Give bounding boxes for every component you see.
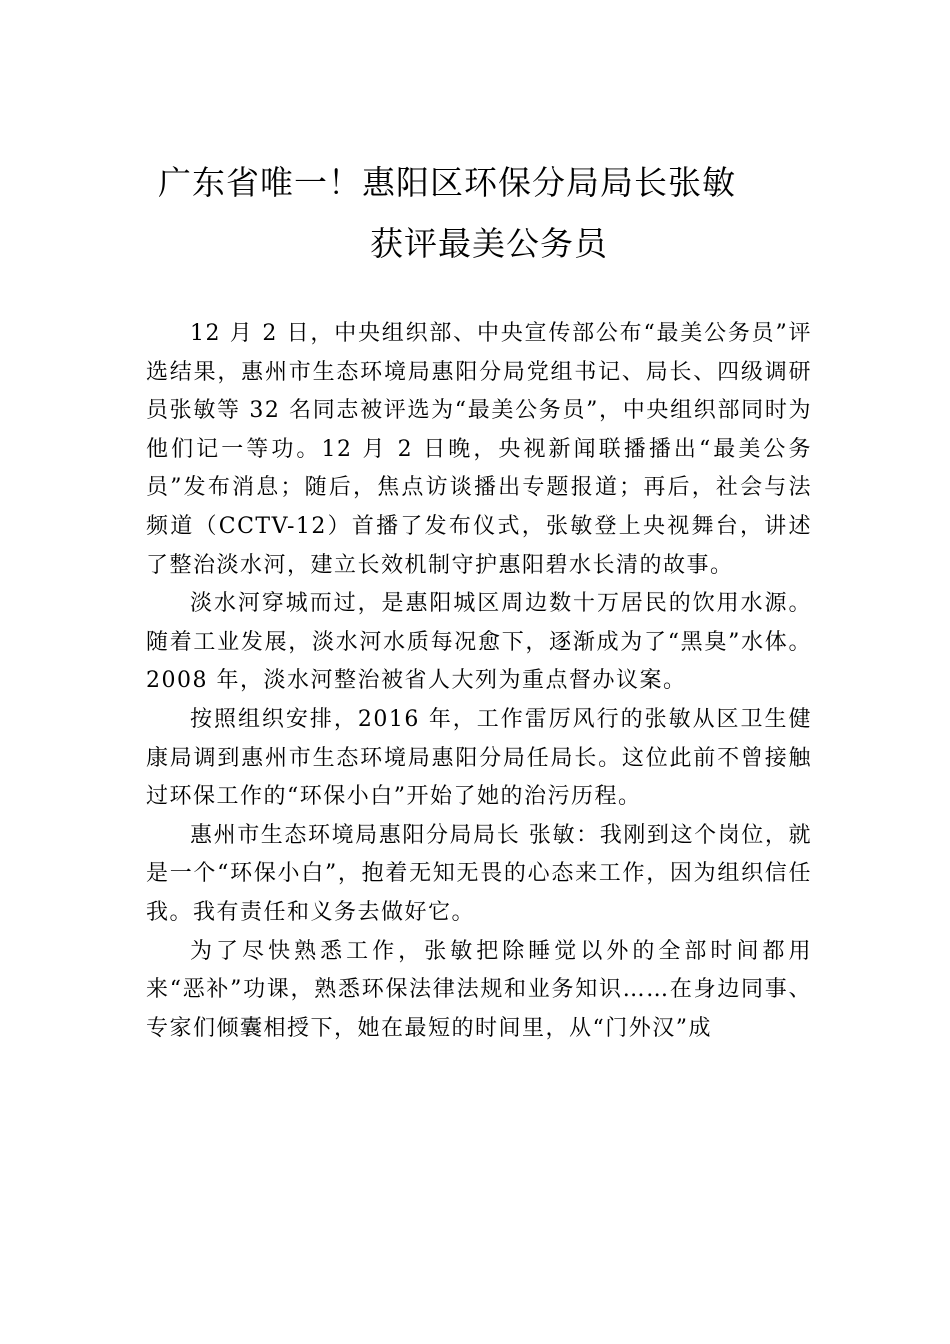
paragraph-5: 为了尽快熟悉工作，张敏把除睡觉以外的全部时间都用来“恶补”功课，熟悉环保法律法规和业务知识……在身边同事、专家们倾囊相授下，她在最短的时间里，从“门外汉”成 — [146, 938, 812, 1041]
paragraph-3: 按照组织安排，2016 年，工作雷厉风行的张敏从区卫生健康局调到惠州市生态环境局惠阳分局任局长。这位此前不曾接触过环保工作的“环保小白”开始了她的治污历程。 — [146, 706, 812, 810]
paragraph-4: 惠州市生态环境局惠阳分局局长 张敏：我刚到这个岗位，就是一个“环保小白”，抱着无知无畏的心态来工作，因为组织信任我。我有责任和义务去做好它。 — [146, 822, 812, 925]
document-title-line-2: 获评最美公务员 — [370, 224, 608, 263]
document-body — [146, 315, 812, 1048]
document-title-line-1: 广东省唯一！惠阳区环保分局局长张敏 — [158, 163, 736, 202]
paragraph-1: 12 月 2 日，中央组织部、中央宣传部公布“最美公务员”评选结果，惠州市生态环境局惠阳分局党组书记、局长、四级调研员张敏等 32 名同志被评选为“最美公务员”，中央组织部同时为他们记一等功。12 月 2 日晚，央视新闻联播播出“最美公务员”发布消息；随后，焦点访谈播出专题报道；再后，社会与法频道（CCTV-12）首播了发布仪式，张敏登上央视舞台，讲述了整治淡水河，建立长效机制守护惠阳碧水长清的故事。 — [146, 321, 812, 578]
paragraph-2: 淡水河穿城而过，是惠阳城区周边数十万居民的饮用水源。随着工业发展，淡水河水质每况愈下，逐渐成为了“黑臭”水体。2008 年，淡水河整治被省人大列为重点督办议案。 — [146, 591, 812, 694]
